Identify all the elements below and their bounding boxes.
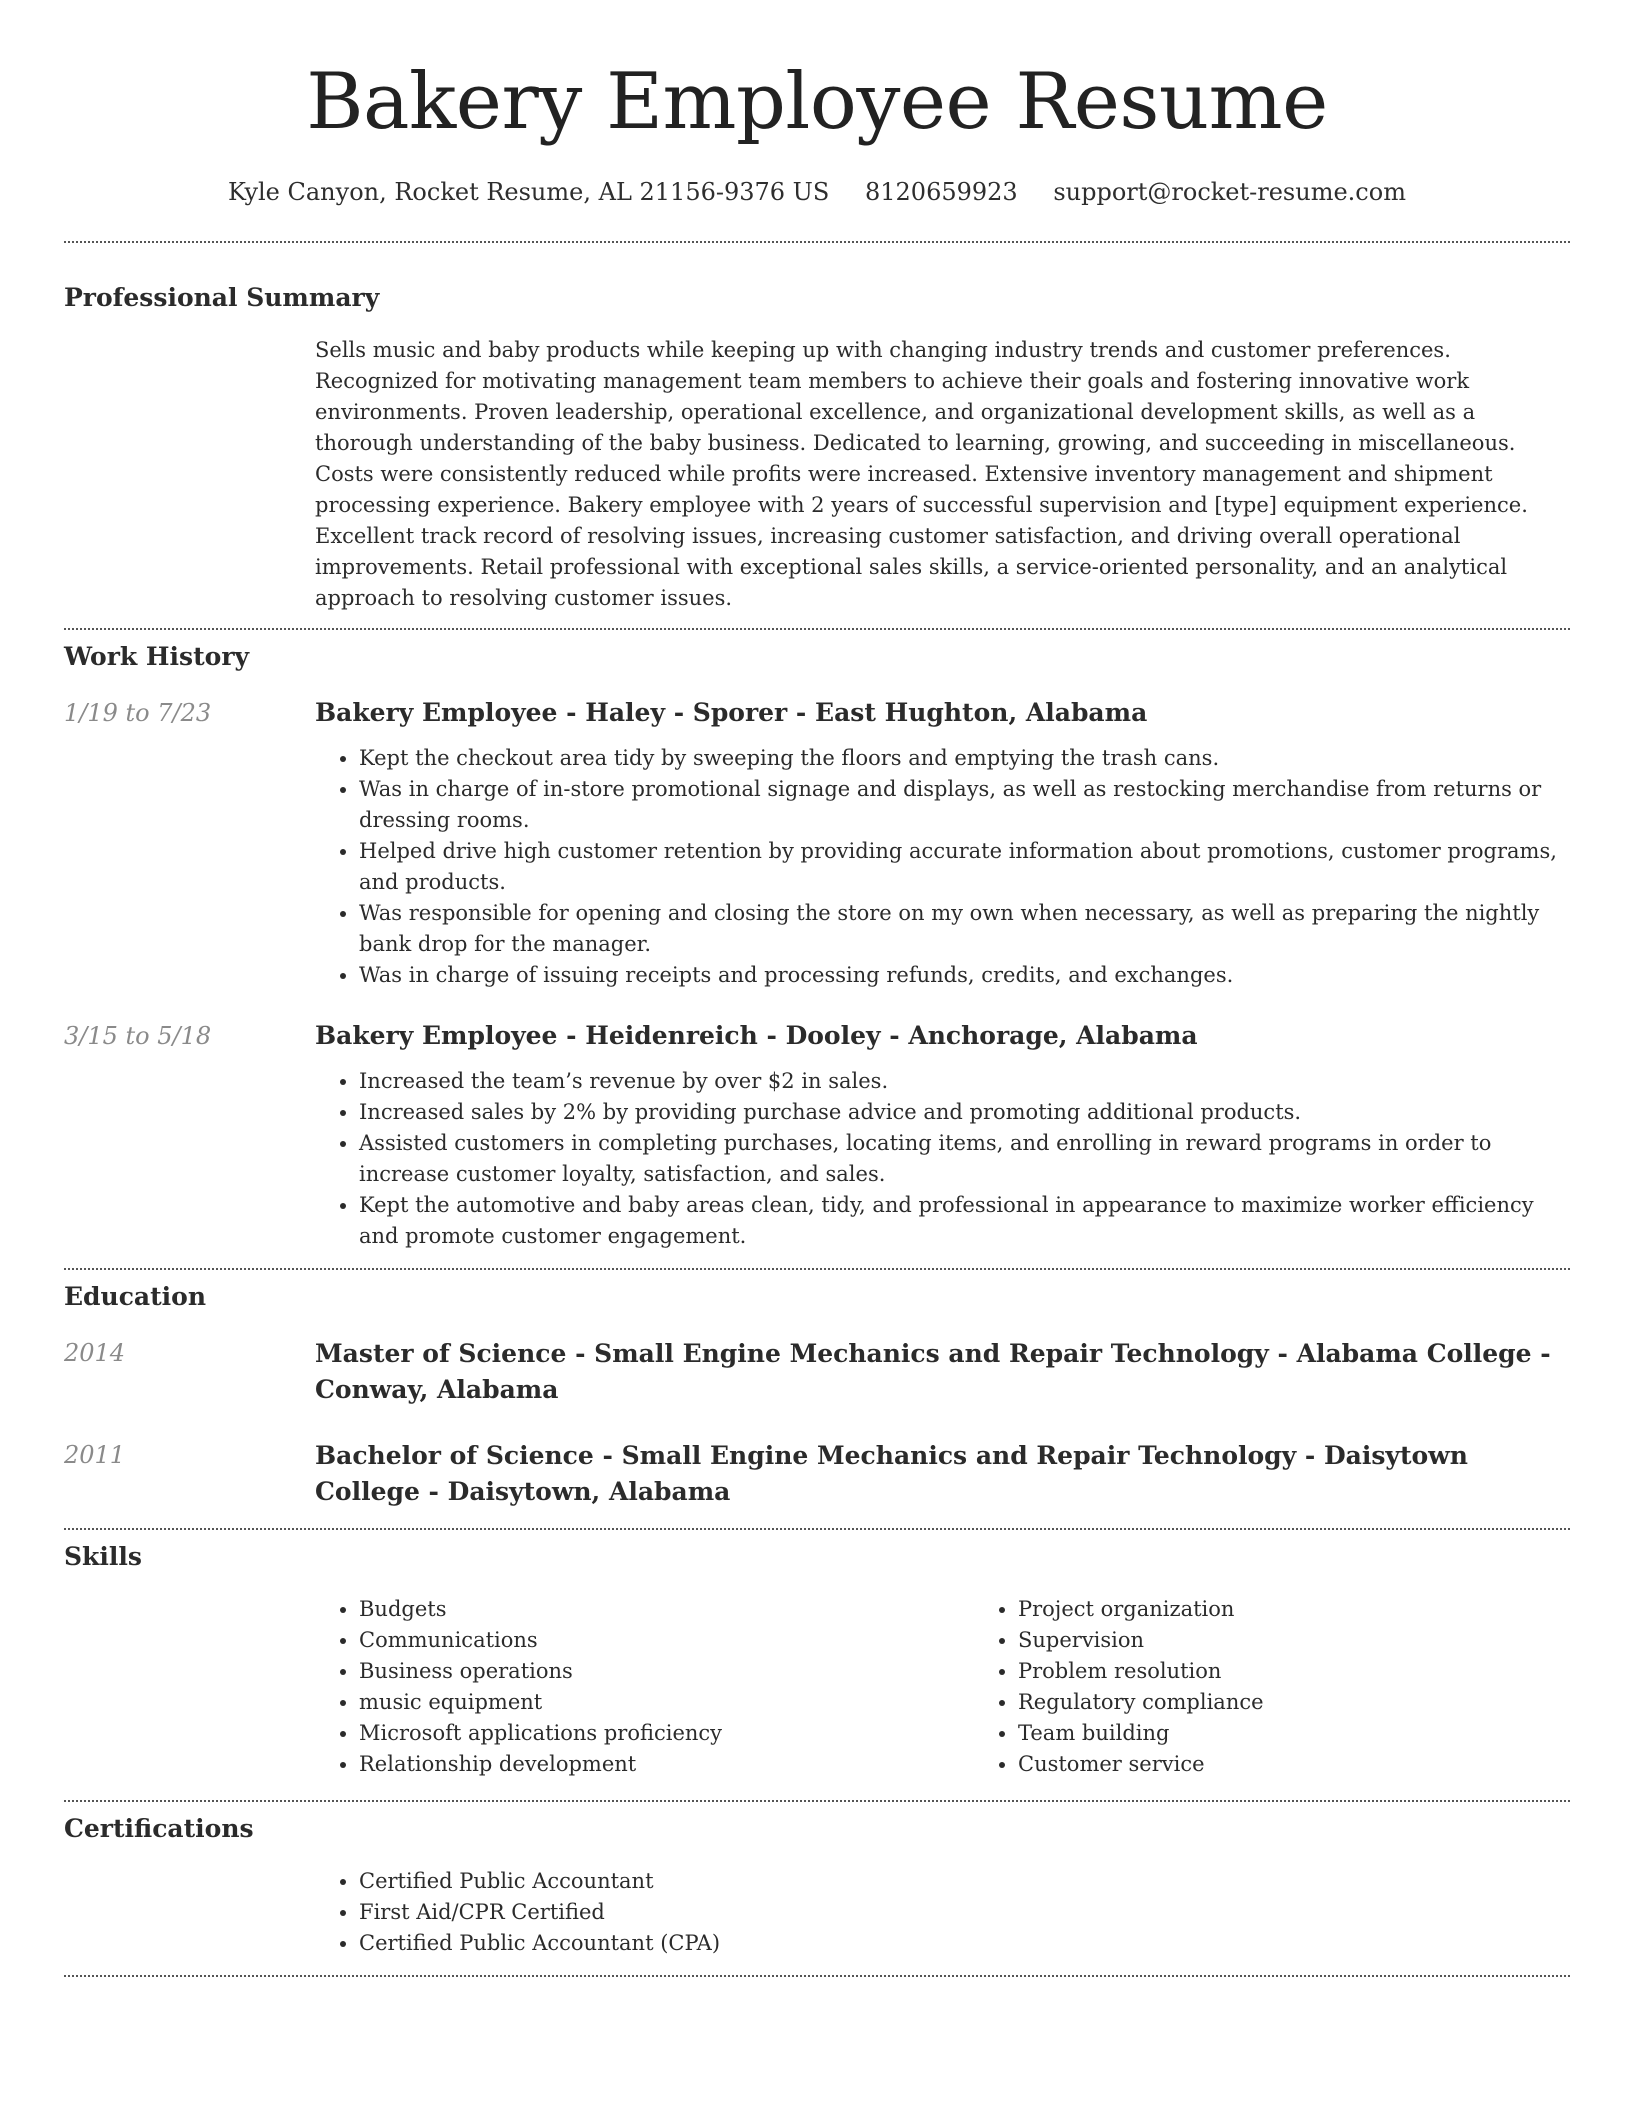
list-item: • Business operations xyxy=(359,1656,974,1687)
job-entry xyxy=(64,696,1570,991)
list-item: • Regulatory compliance xyxy=(1018,1687,1632,1718)
certifications-section xyxy=(64,1812,1570,1959)
list-item: • Increased sales by 2% by providing purchase advice and promoting additional products. xyxy=(359,1097,1570,1128)
list-item: • Communications xyxy=(359,1625,974,1656)
divider xyxy=(64,1975,1570,1977)
resume-header xyxy=(64,0,1570,208)
skills-heading: Skills xyxy=(64,1542,142,1571)
skills-list-right xyxy=(974,1594,1632,1780)
summary-section xyxy=(64,281,1570,614)
list-item: • Certified Public Accountant (CPA) xyxy=(359,1928,1570,1959)
job-dates: 1/19 to 7/23 xyxy=(64,699,212,727)
contact-phone: 8120659923 xyxy=(864,178,1018,206)
divider xyxy=(64,1528,1570,1530)
list-item: • First Aid/CPR Certified xyxy=(359,1897,1570,1928)
education-title: Bachelor of Science - Small Engine Mechanics and Repair Technology - Daisytown College - Daisytown, Alabama xyxy=(315,1441,1468,1506)
list-item: • Was responsible for opening and closing the store on my own when necessary, as well as preparing the nightly bank drop for the manager. xyxy=(359,898,1570,960)
list-item: • Was in charge of issuing receipts and processing refunds, credits, and exchanges. xyxy=(359,960,1570,991)
list-item: • music equipment xyxy=(359,1687,974,1718)
list-item: • Increased the team’s revenue by over $2 in sales. xyxy=(359,1066,1570,1097)
certifications-heading: Certifications xyxy=(64,1814,254,1843)
job-dates: 3/15 to 5/18 xyxy=(64,1022,212,1050)
list-item: • Team building xyxy=(1018,1718,1632,1749)
list-item: • Certified Public Accountant xyxy=(359,1866,1570,1897)
list-item: • Customer service xyxy=(1018,1749,1632,1780)
resume-page xyxy=(64,0,1570,1977)
divider xyxy=(64,241,1570,243)
list-item: • Project organization xyxy=(1018,1594,1632,1625)
list-item: • Kept the checkout area tidy by sweeping the floors and emptying the trash cans. xyxy=(359,743,1570,774)
list-item: • Kept the automotive and baby areas clean, tidy, and professional in appearance to maximize worker efficiency and promote customer engagement. xyxy=(359,1190,1570,1252)
education-entry xyxy=(64,1438,1570,1510)
summary-text: Sells music and baby products while keeping up with changing industry trends and customer preferences. Recognized for motivating management team members to achieve their goals and fostering innovative work environments. Proven leadership, operational excellence, and organizational development skills, as well as a thorough understanding of the baby business. Dedicated to learning, growing, and succeeding in miscellaneous. Costs were consistently reduced while profits were increased. Extensive inventory management and shipment processing experience. Bakery employee with 2 years of successful supervision and [type] equipment experience. Excellent track record of resolving issues, increasing customer satisfaction, and driving overall operational improvements. Retail professional with exceptional sales skills, a service-oriented personality, and an analytical approach to resolving customer issues. xyxy=(315,338,1528,610)
certifications-list xyxy=(315,1866,1570,1959)
education-entry xyxy=(64,1336,1570,1408)
job-title: Bakery Employee - Heidenreich - Dooley - Anchorage, Alabama xyxy=(315,1021,1198,1050)
job-bullets xyxy=(315,743,1570,991)
contact-address: Kyle Canyon, Rocket Resume, AL 21156-9376 US xyxy=(228,178,830,206)
list-item: • Was in charge of in-store promotional signage and displays, as well as restocking merchandise from returns or dressing rooms. xyxy=(359,774,1570,836)
job-title: Bakery Employee - Haley - Sporer - East Hughton, Alabama xyxy=(315,698,1148,727)
contact-line xyxy=(64,176,1570,208)
work-history-section xyxy=(64,640,1570,1252)
job-entry xyxy=(64,1019,1570,1252)
list-item: • Budgets xyxy=(359,1594,974,1625)
list-item: • Relationship development xyxy=(359,1749,974,1780)
education-title: Master of Science - Small Engine Mechanics and Repair Technology - Alabama College - Conway, Alabama xyxy=(315,1339,1551,1404)
list-item: • Problem resolution xyxy=(1018,1656,1632,1687)
skills-section xyxy=(64,1540,1570,1780)
education-heading: Education xyxy=(64,1282,207,1311)
education-year: 2011 xyxy=(64,1441,126,1469)
divider xyxy=(64,628,1570,630)
list-item: • Microsoft applications proficiency xyxy=(359,1718,974,1749)
education-section xyxy=(64,1280,1570,1510)
list-item: • Helped drive high customer retention by providing accurate information about promotions, customer programs, and products. xyxy=(359,836,1570,898)
job-bullets xyxy=(315,1066,1570,1252)
divider xyxy=(64,1268,1570,1270)
skills-list-left xyxy=(315,1594,974,1780)
resume-title: Bakery Employee Resume xyxy=(306,57,1328,147)
work-history-heading: Work History xyxy=(64,642,250,671)
summary-heading: Professional Summary xyxy=(64,283,380,312)
list-item: • Assisted customers in completing purchases, locating items, and enrolling in reward programs in order to increase customer loyalty, satisfaction, and sales. xyxy=(359,1128,1570,1190)
education-year: 2014 xyxy=(64,1339,126,1367)
list-item: • Supervision xyxy=(1018,1625,1632,1656)
contact-email: support@rocket-resume.com xyxy=(1053,178,1406,206)
divider xyxy=(64,1800,1570,1802)
